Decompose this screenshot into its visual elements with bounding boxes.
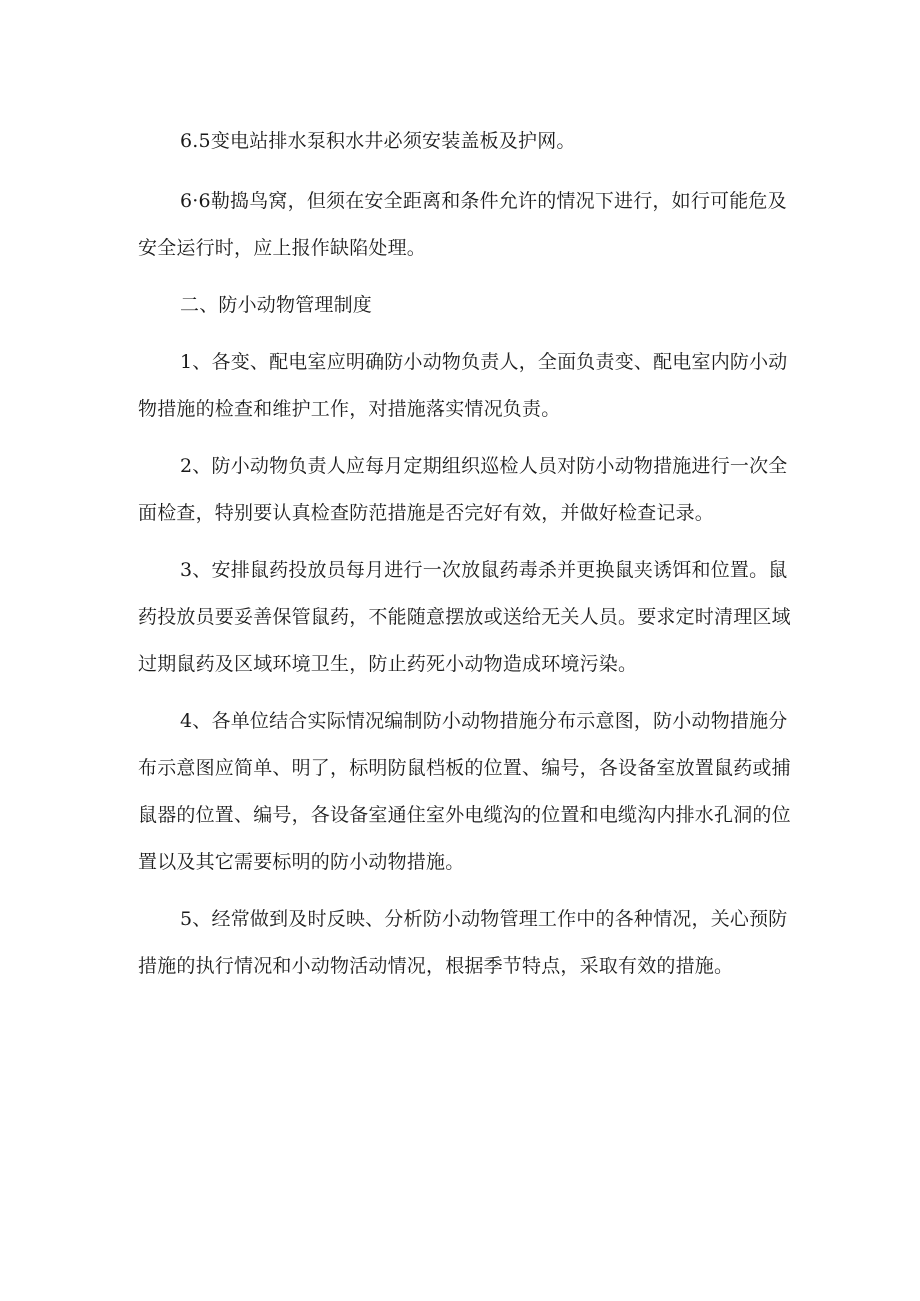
list-item-4: 4、各单位结合实际情况编制防小动物措施分布示意图，防小动物措施分布示意图应简单、明了，标明防鼠档板的位置、编号，各设备室放置鼠药或捕鼠器的位置、编号，各设备室通住室外电缆沟的位置和电缆沟内排水孔洞的位置以及其它需要标明的防小动物措施。 (138, 710, 791, 873)
list-item-3: 3、安排鼠药投放员每月进行一次放鼠药毒杀并更换鼠夹诱饵和位置。鼠药投放员要妥善保管鼠药，不能随意摆放或送给无关人员。要求定时清理区域过期鼠药及区域环境卫生，防止药死小动物造成环境污染。 (138, 559, 791, 675)
list-item-2: 2、防小动物负责人应每月定期组织巡检人员对防小动物措施进行一次全面检查，特别要认真检查防范措施是否完好有效，并做好检查记录。 (138, 455, 788, 524)
document-body (138, 118, 798, 1000)
paragraph-6-6: 6·6勒捣鸟窝，但须在安全距离和条件允许的情况下进行，如行可能危及安全运行时，应上报作缺陷处理。 (138, 190, 787, 259)
list-item-1: 1、各变、配电室应明确防小动物负责人，全面负责变、配电室内防小动物措施的检查和维护工作，对措施落实情况负责。 (138, 351, 788, 420)
section-heading: 二、防小动物管理制度 (180, 294, 373, 316)
list-item-5: 5、经常做到及时反映、分析防小动物管理工作中的各种情况，关心预防措施的执行情况和小动物活动情况，根据季节特点，采取有效的措施。 (138, 908, 788, 977)
paragraph-6-5: 6.5变电站排水泵积水井必须安装盖板及护网。 (180, 130, 576, 152)
